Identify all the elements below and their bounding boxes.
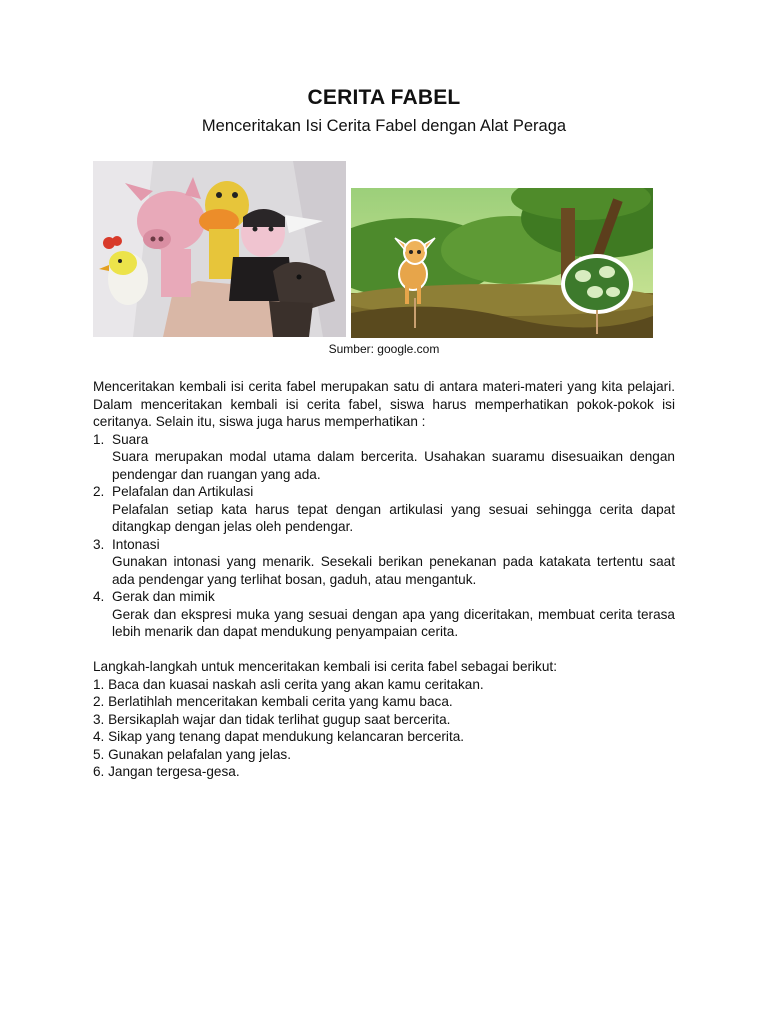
image-caption: Sumber: google.com (328, 342, 440, 356)
point-title: Gerak dan mimik (112, 589, 215, 604)
forest-image (351, 188, 653, 338)
step-item: 1. Baca dan kuasai naskah asli cerita yang akan kamu ceritakan. (93, 676, 484, 692)
forest-deer-illustration-icon (351, 188, 653, 338)
point-2 (93, 483, 675, 536)
point-description: Gunakan intonasi yang menarik. Sesekali berikan penekanan pada katakata tertentu saat ada pendengar yang terlihat bosan, gaduh, atau mengantuk. (112, 554, 675, 587)
step-item: 3. Bersikaplah wajar dan tidak terlihat gugup saat bercerita. (93, 711, 451, 727)
point-1 (93, 431, 675, 484)
point-number: 4. (93, 589, 105, 604)
point-number: 2. (93, 484, 105, 499)
point-4 (93, 588, 675, 641)
step-item: 4. Sikap yang tenang dapat mendukung kelancaran bercerita. (93, 729, 465, 744)
finger-puppets-photo-icon (93, 161, 346, 337)
steps-intro: Langkah-langkah untuk menceritakan kembali isi cerita fabel sebagai berikut: (93, 659, 557, 674)
intro-paragraph: Menceritakan kembali isi cerita fabel merupakan satu di antara materi-materi yang kita pelajari. Dalam menceritakan kembali isi cerita fabel, siswa harus memperhatikan pokok-pokok isi ceritanya. Selain itu, siswa juga harus memperhatikan : (93, 379, 675, 429)
page-subtitle: Menceritakan Isi Cerita Fabel dengan Alat Peraga (201, 117, 567, 135)
step-item: 2. Berlatihlah menceritakan kembali cerita yang kamu baca. (93, 694, 453, 709)
point-description: Suara merupakan modal utama dalam bercerita. Usahakan suaramu disesuaikan dengan pendengar dan ruangan yang ada. (112, 449, 675, 482)
step-item: 6. Jangan tergesa-gesa. (93, 764, 240, 779)
article-body (93, 378, 675, 781)
page-title: CERITA FABEL (307, 86, 461, 109)
point-title: Pelafalan dan Artikulasi (112, 484, 254, 499)
point-number: 1. (93, 431, 105, 447)
point-description: Gerak dan ekspresi muka yang sesuai dengan apa yang diceritakan, membuat cerita terasa lebih menarik dan dapat mendukung penyampaian cerita. (112, 606, 675, 639)
point-title: Suara (112, 431, 149, 447)
point-title: Intonasi (112, 536, 160, 552)
point-description: Pelafalan setiap kata harus tepat dengan artikulasi yang sesuai sehingga cerita dapat ditangkap dengan jelas oleh pendengar. (112, 501, 675, 534)
step-item: 5. Gunakan pelafalan yang jelas. (93, 746, 292, 762)
point-number: 3. (93, 536, 105, 552)
finger-puppets-image (93, 161, 346, 337)
point-3 (93, 536, 675, 589)
